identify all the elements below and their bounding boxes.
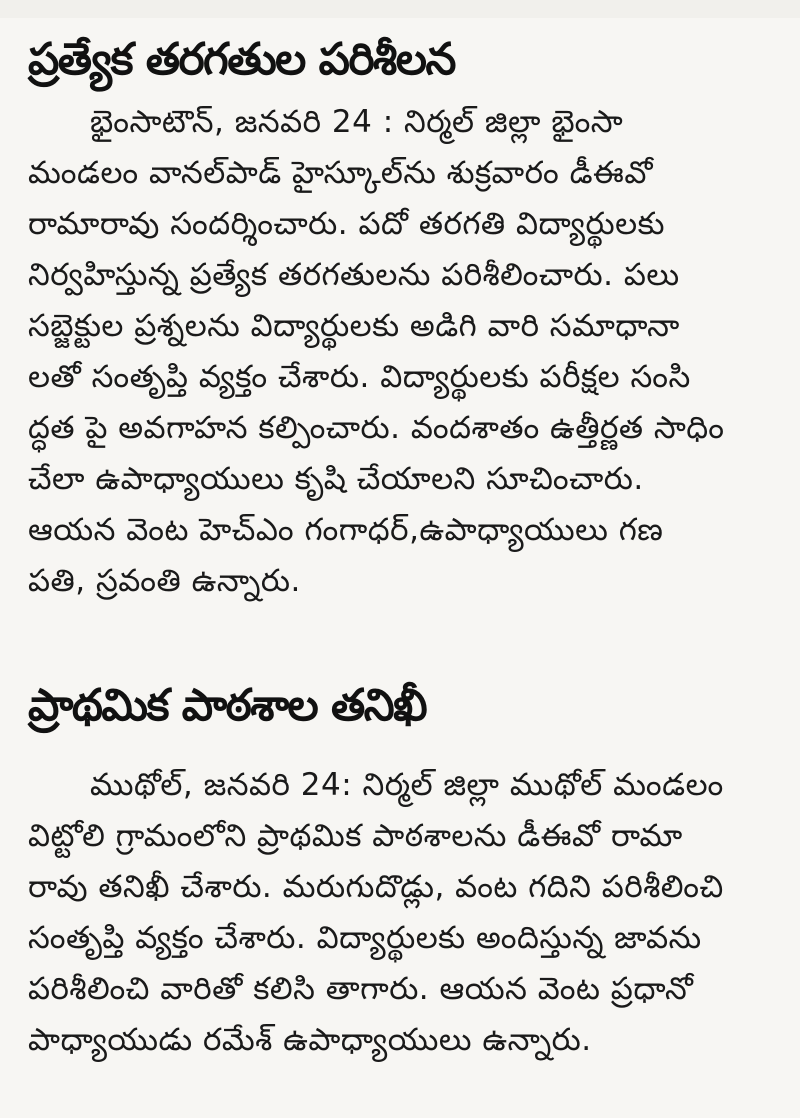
article-headline: ప్రాథమిక పాఠశాల తనిఖీ (28, 680, 427, 731)
article-line: లతో సంతృప్తి వ్యక్తం చేశారు. విద్యార్థులకు పరీక్షల సంసి (28, 359, 691, 395)
article-line: ఆయన వెంట హెచ్‌ఎం గంగాధర్,ఉపాధ్యాయులు గణ (28, 512, 664, 548)
article-line: చేలా ఉపాధ్యాయులు కృషి చేయాలని సూచించారు. (28, 461, 644, 497)
article-headline: ప్రత్యేక తరగతుల పరిశీలన (28, 34, 455, 85)
clipping-top-edge (0, 0, 800, 18)
article-line: సంతృప్తి వ్యక్తం చేశారు. విద్యార్థులకు అందిస్తున్న జావను (28, 920, 702, 956)
article-line: రామారావు సందర్శించారు. పదో తరగతి విద్యార్థులకు (28, 206, 665, 242)
article-line: పాధ్యాయుడు రమేశ్ ఉపాధ్యాయులు ఉన్నారు. (28, 1022, 592, 1058)
article-line: సబ్జెక్టుల ప్రశ్నలను విద్యార్థులకు అడిగి వారి సమాధానా (28, 308, 680, 344)
article-line: భైంసాటౌన్, జనవరి 24 : నిర్మల్ జిల్లా భైంసా (90, 104, 624, 140)
article-line: పతి, స్రవంతి ఉన్నారు. (28, 563, 301, 599)
article-line: ముథోల్, జనవరి 24: నిర్మల్ జిల్లా ముథోల్ మండలం (90, 767, 724, 803)
article-line: పరిశీలించి వారితో కలిసి తాగారు. ఆయన వెంట ప్రధానో (28, 971, 694, 1007)
article-line: విట్టోలి గ్రామంలోని ప్రాథమిక పాఠశాలను డీఈవో రామా (28, 818, 683, 854)
article-line: ద్ధత పై అవగాహన కల్పించారు. వందశాతం ఉత్తీర్ణత సాధిం (28, 410, 725, 446)
article-line: నిర్వహిస్తున్న ప్రత్యేక తరగతులను పరిశీలించారు. పలు (28, 257, 680, 293)
article-line: రావు తనిఖీ చేశారు. మరుగుదొడ్లు, వంట గదిని పరిశీలించి (28, 869, 724, 905)
article-body (0, 97, 800, 607)
article-line: మండలం వానల్‌పాడ్ హైస్కూల్‌ను శుక్రవారం డీఈవో (28, 155, 653, 191)
article-body (0, 760, 800, 1066)
